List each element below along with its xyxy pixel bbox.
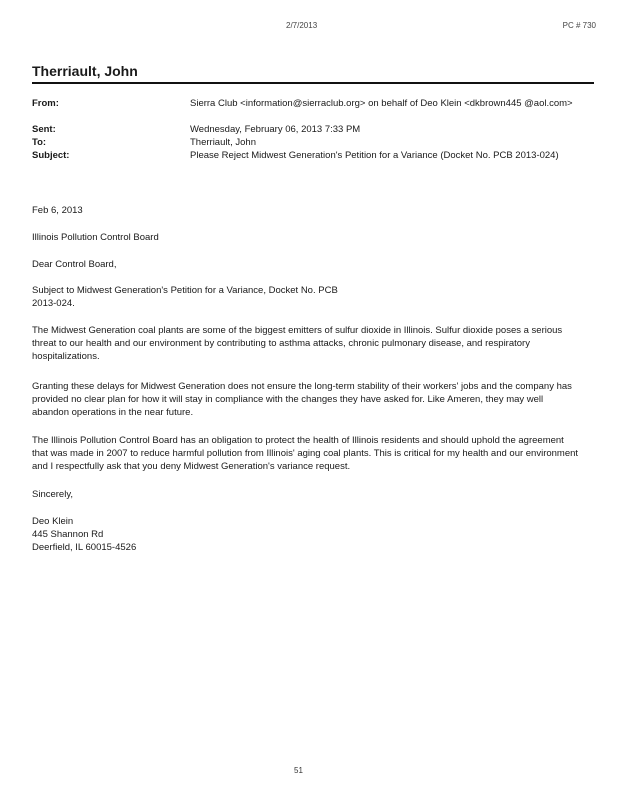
letter-paragraph-2: Granting these delays for Midwest Generation does not ensure the long-term stability of their workers' jobs and the company has provided no clear plan for how it will stay in compliance with the changes they have asked for. Like Ameren, they may well abandon operations in the near future. [32, 381, 572, 418]
letter-recipient: Illinois Pollution Control Board [32, 232, 159, 243]
subject-value: Please Reject Midwest Generation's Petition for a Variance (Docket No. PCB 2013-024) [190, 150, 559, 161]
from-row [32, 97, 606, 123]
to-label: To: [32, 137, 47, 148]
signer-name: Deo Klein [32, 516, 74, 527]
signer-street: 445 Shannon Rd [32, 529, 104, 540]
letter-paragraph-1: The Midwest Generation coal plants are some of the biggest emitters of sulfur dioxide in Illinois. Sulfur dioxide poses a serious threat to our health and our environment by contributing to asthma attacks, chronic pulmonary disease, and respiratory hospitalizations. [32, 325, 563, 362]
header-divider [32, 82, 594, 84]
email-sender-name: Therriault, John [32, 63, 138, 79]
from-label: From: [32, 98, 59, 109]
subject-row [32, 149, 606, 162]
signer-city: Deerfield, IL 60015-4526 [32, 542, 137, 553]
page-header-pc-number: PC # 730 [562, 21, 596, 30]
sent-row [32, 123, 606, 136]
sent-label: Sent: [32, 124, 56, 135]
letter-subject-line: Subject to Midwest Generation's Petition for a Variance, Docket No. PCB 2013-024. [32, 285, 338, 309]
to-value: Therriault, John [190, 137, 257, 148]
letter-paragraph-3: The Illinois Pollution Control Board has an obligation to protect the health of Illinois residents and should uphold the agreement that was made in 2007 to reduce harmful pollution from Illinois' aging coal plants. This is critical for my health and our environment and I respectfully ask that you deny Midwest Generation's variance request. [32, 435, 579, 472]
page-number: 51 [294, 766, 303, 775]
letter-salutation: Dear Control Board, [32, 259, 117, 270]
from-value: Sierra Club <information@sierraclub.org> on behalf of Deo Klein <dkbrown445 @aol.com> [190, 98, 573, 109]
sent-value: Wednesday, February 06, 2013 7:33 PM [190, 124, 361, 135]
page-header-date: 2/7/2013 [286, 21, 318, 30]
subject-label: Subject: [32, 150, 70, 161]
letter-date: Feb 6, 2013 [32, 205, 83, 216]
to-row [32, 136, 606, 149]
letter-closing: Sincerely, [32, 489, 74, 500]
